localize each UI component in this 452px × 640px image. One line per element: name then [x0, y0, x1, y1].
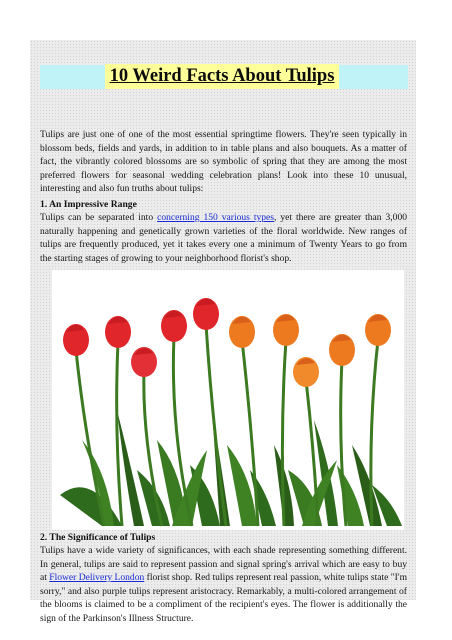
section-1-heading: 1. An Impressive Range	[40, 199, 137, 210]
section-2-text-b: florist shop. Red tulips represent real passion, white tulips state "I'm sorry," and also purple tulips represent aristocracy. Remarkably, a multi-colored arrangement of the blooms is claimed to be a compliment of the recipient's eyes. The flower is additionally the sign of the Parkinson's Illness Structure.	[40, 572, 408, 624]
section-2-heading: 2. The Significance of Tulips	[40, 532, 156, 543]
section-1-text-b: , yet there are greater than 3,000 naturally happening and genetically grown varieties of the floral worldwide. New ranges of tulips are frequently produced, yet it takes every one a minimum of Twenty Years to go from the starting stages of growing to your neighborhood florist's shop.	[40, 212, 407, 264]
leaves	[60, 410, 402, 526]
tulips-image	[52, 270, 404, 530]
document-page	[30, 40, 416, 624]
types-link[interactable]: concerning 150 various types	[157, 212, 274, 223]
orange-tulips	[229, 314, 391, 387]
intro-paragraph: Tulips are just one of one of the most essential springtime flowers. They're seen typically in blossom beds, fields and yards, in addition to in table plans and also bouquets. As a matter of fact, the vibrantly colored blossoms are so symbolic of spring that they are among the most preferred flowers for seasonal wedding celebration plans! Look into these 10 unusual, interesting and also fun truths about tulips:	[40, 129, 407, 194]
page-title: 10 Weird Facts About Tulips	[105, 64, 339, 89]
section-1-paragraph	[40, 211, 407, 265]
section-2-paragraph	[40, 544, 407, 625]
section-1-text-a: Tulips can be separated into	[40, 212, 158, 223]
section-2-text-a: Tulips have a wide variety of significances, with each shade representing something different. In general, tulips are said to represent passion and signal spring's arrival which are easy to buy at	[40, 545, 407, 583]
tulips-illustration	[52, 270, 404, 530]
flower-delivery-link[interactable]: Flower Delivery London	[49, 572, 145, 583]
red-tulips	[63, 298, 219, 377]
